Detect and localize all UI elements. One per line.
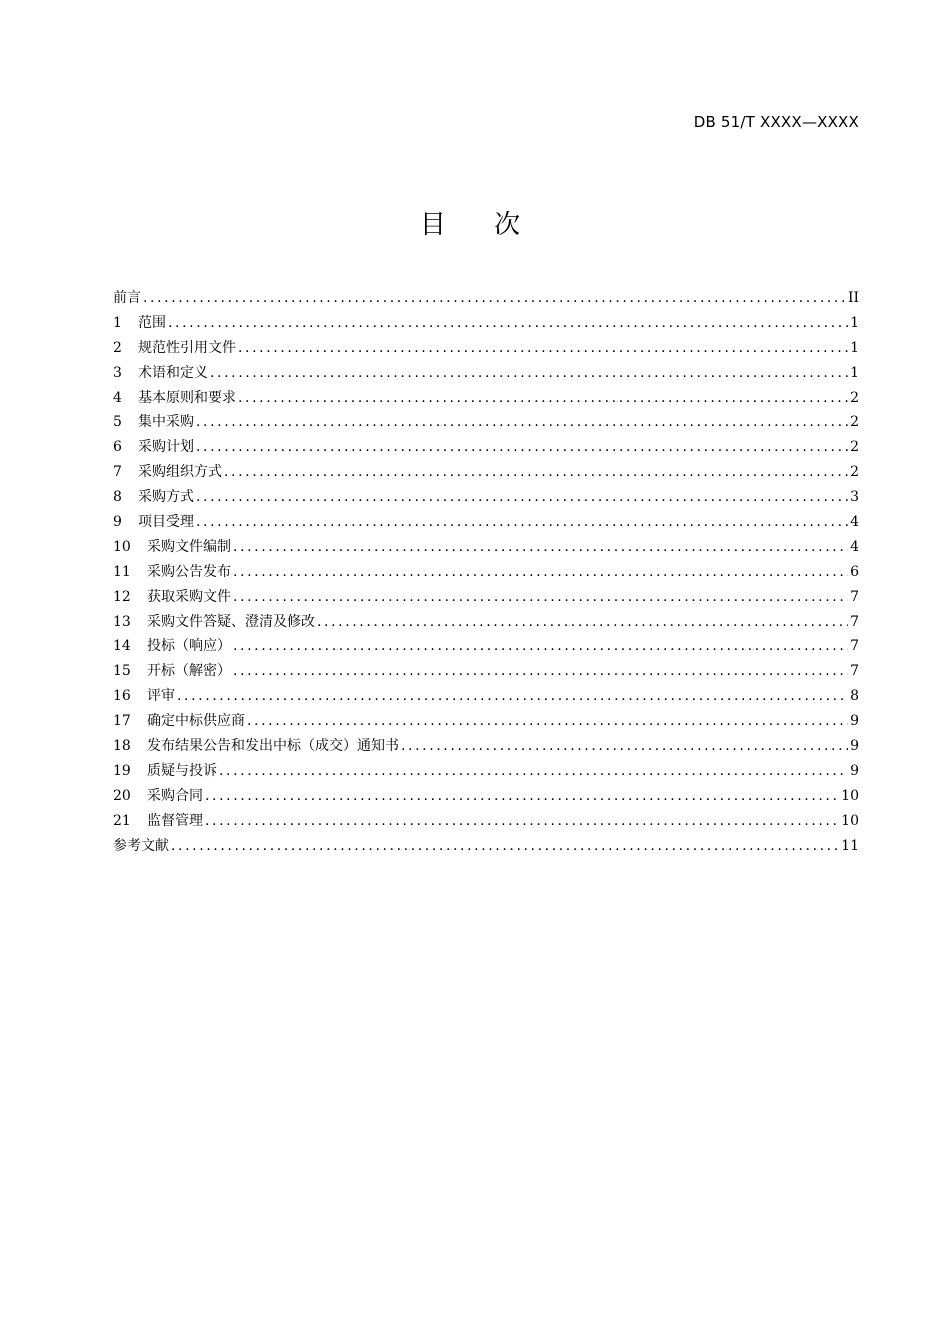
toc-entry-number: 11 (113, 563, 131, 580)
toc-dot-leader (224, 464, 848, 480)
toc-entry-page: 2 (850, 439, 859, 456)
toc-entry-number: 19 (113, 762, 131, 779)
toc-dot-leader (177, 688, 848, 704)
toc-entry-number: 2 (113, 339, 122, 356)
toc-entry-label: 质疑与投诉 (147, 762, 217, 779)
toc-entry-label: 范围 (138, 314, 166, 331)
toc-entry-number: 18 (113, 738, 131, 755)
toc-entry-page: 2 (850, 414, 859, 431)
toc-entry-number: 10 (113, 538, 131, 555)
toc-dot-leader (233, 663, 848, 679)
toc-entry-label: 发布结果公告和发出中标（成交）通知书 (147, 738, 399, 755)
toc-entry-page: 7 (850, 588, 859, 605)
toc-entry-number: 13 (113, 613, 131, 630)
toc-entry-page: 2 (850, 389, 859, 406)
toc-entry-page: 2 (850, 464, 859, 481)
toc-entry-label: 采购方式 (138, 489, 194, 506)
toc-dot-leader (233, 539, 848, 555)
toc-entry-page: 8 (850, 688, 859, 705)
toc-entry[interactable] (113, 411, 859, 436)
toc-entry-number: 20 (113, 787, 131, 804)
toc-entry[interactable] (113, 735, 859, 760)
toc-entry-number: 21 (113, 812, 131, 829)
toc-entry-label: 采购文件编制 (147, 538, 231, 555)
toc-entry[interactable] (113, 486, 859, 511)
toc-entry-page: 1 (850, 339, 859, 356)
toc-entry[interactable] (113, 810, 859, 835)
toc-dot-leader (171, 838, 839, 854)
toc-entry-page: 1 (850, 314, 859, 331)
toc-entry-page: 9 (850, 713, 859, 730)
toc-entry-page: 9 (850, 762, 859, 779)
toc-entry[interactable] (113, 611, 859, 636)
toc-dot-leader (238, 390, 848, 406)
toc-entry[interactable] (113, 461, 859, 486)
toc-entry-page: 10 (841, 787, 859, 804)
toc-dot-leader (143, 290, 846, 306)
toc-entry-number: 14 (113, 638, 131, 655)
toc-dot-leader (196, 514, 848, 530)
toc-entry[interactable] (113, 710, 859, 735)
toc-entry-number: 6 (113, 439, 122, 456)
toc-dot-leader (401, 738, 848, 754)
toc-entry-page: 7 (850, 638, 859, 655)
table-of-contents (113, 287, 859, 859)
toc-entry-number: 5 (113, 414, 122, 431)
toc-entry-label: 采购组织方式 (138, 464, 222, 481)
toc-entry-number: 7 (113, 464, 122, 481)
toc-entry-label: 开标（解密） (147, 663, 231, 680)
toc-entry[interactable] (113, 586, 859, 611)
toc-entry-page: 4 (850, 538, 859, 555)
toc-entry-number: 1 (113, 314, 122, 331)
toc-dot-leader (219, 763, 848, 779)
toc-entry[interactable] (113, 511, 859, 536)
toc-entry[interactable] (113, 337, 859, 362)
toc-entry[interactable] (113, 362, 859, 387)
toc-entry-label: 采购合同 (147, 787, 203, 804)
toc-entry-page: II (847, 290, 859, 306)
toc-entry-label: 监督管理 (147, 812, 203, 829)
toc-dot-leader (238, 340, 848, 356)
toc-entry-number: 17 (113, 713, 131, 730)
toc-entry-page: 7 (850, 663, 859, 680)
toc-entry-label: 前言 (113, 290, 141, 306)
toc-dot-leader (196, 489, 848, 505)
toc-dot-leader (233, 589, 848, 605)
toc-entry-label: 获取采购文件 (147, 588, 231, 605)
toc-entry-label: 采购文件答疑、澄清及修改 (147, 613, 315, 630)
toc-entry-label: 评审 (147, 688, 175, 705)
toc-entry[interactable] (113, 685, 859, 710)
toc-dot-leader (233, 564, 848, 580)
toc-entry[interactable] (113, 760, 859, 785)
toc-entry-label: 确定中标供应商 (147, 713, 245, 730)
toc-dot-leader (205, 813, 839, 829)
toc-entry-label: 规范性引用文件 (138, 339, 236, 356)
toc-entry[interactable] (113, 436, 859, 461)
toc-dot-leader (247, 713, 848, 729)
toc-entry-number: 16 (113, 688, 131, 705)
toc-entry-number: 3 (113, 364, 122, 381)
toc-entry[interactable] (113, 287, 859, 312)
toc-dot-leader (205, 788, 839, 804)
toc-dot-leader (233, 638, 848, 654)
toc-entry-page: 6 (850, 563, 859, 580)
document-code: DB 51/T XXXX—XXXX (693, 113, 859, 131)
toc-dot-leader (317, 614, 848, 630)
toc-entry-number: 15 (113, 663, 131, 680)
toc-entry-number: 8 (113, 489, 122, 506)
toc-entry-label: 集中采购 (138, 414, 194, 431)
toc-entry[interactable] (113, 660, 859, 685)
toc-dot-leader (168, 315, 848, 331)
toc-entry-label: 投标（响应） (147, 638, 231, 655)
toc-entry-page: 10 (841, 812, 859, 829)
toc-entry-number: 12 (113, 588, 131, 605)
toc-entry-label: 基本原则和要求 (138, 389, 236, 406)
toc-entry[interactable] (113, 312, 859, 337)
toc-entry-label: 参考文献 (113, 837, 169, 854)
toc-entry[interactable] (113, 561, 859, 586)
toc-entry[interactable] (113, 635, 859, 660)
toc-dot-leader (196, 439, 848, 455)
toc-entry-page: 7 (850, 613, 859, 630)
toc-entry-label: 术语和定义 (138, 364, 208, 381)
toc-entry-page: 4 (850, 514, 859, 531)
toc-dot-leader (210, 365, 848, 381)
toc-entry[interactable] (113, 536, 859, 561)
toc-entry-number: 4 (113, 389, 122, 406)
toc-entry-page: 9 (850, 738, 859, 755)
toc-entry[interactable] (113, 785, 859, 810)
toc-title: 目 次 (419, 210, 541, 240)
toc-entry-page: 1 (850, 364, 859, 381)
toc-dot-leader (196, 414, 848, 430)
toc-entry-number: 9 (113, 514, 122, 531)
toc-entry-page: 11 (841, 837, 859, 854)
toc-entry[interactable] (113, 387, 859, 412)
toc-entry-page: 3 (850, 489, 859, 506)
toc-entry-label: 项目受理 (138, 514, 194, 531)
toc-entry[interactable] (113, 835, 859, 860)
toc-entry-label: 采购公告发布 (147, 563, 231, 580)
toc-entry-label: 采购计划 (138, 439, 194, 456)
